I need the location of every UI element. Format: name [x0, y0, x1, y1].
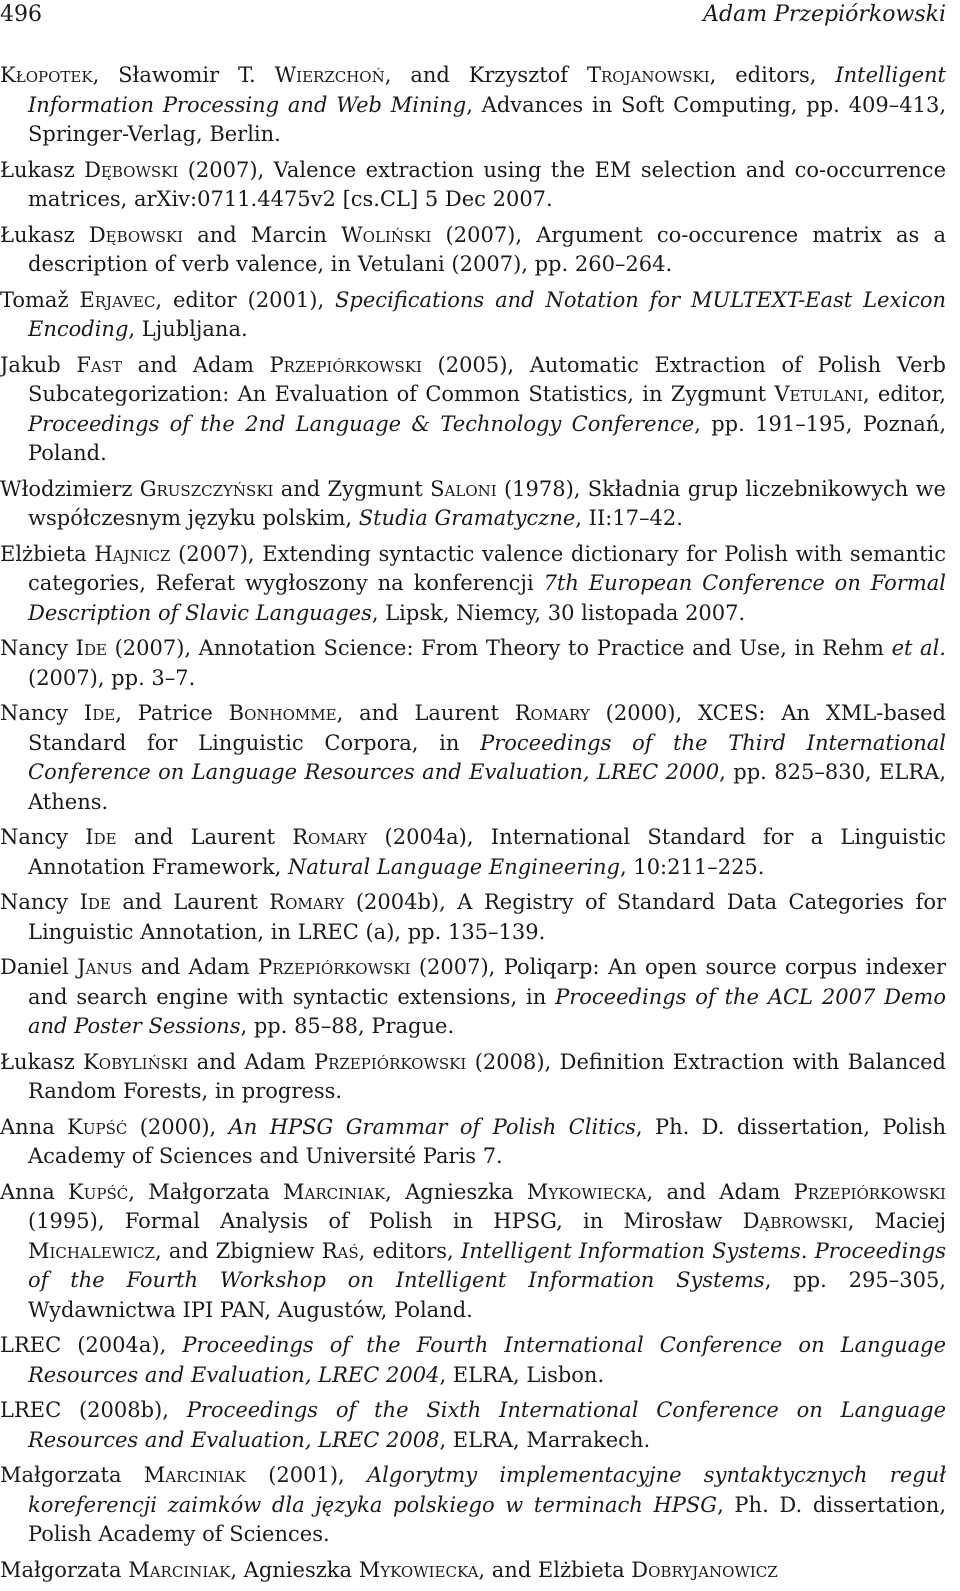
- reference-entry: Nancy Ide and Laurent Romary (2004b), A Registry of Standard Data Categories for Linguistic Annotation, in LREC (a), pp. 135–139.: [0, 890, 946, 944]
- reference-title: 7th European Conference on Formal Description of Slavic Languages: [28, 571, 947, 625]
- reference-title: Proceedings of the Third International Conference on Language Resources and Evaluation, LREC 2000: [28, 730, 946, 784]
- reference-entry: Małgorzata Marciniak (2001), Algorytmy implementacyjne syntaktycznych reguł koreferencji zaimków dla języka polskiego w terminach HPSG, Ph. D. dissertation, Polish Academy of Sciences.: [0, 1463, 946, 1546]
- author-surname: Michalewicz: [28, 1238, 155, 1263]
- reference-entry: Łukasz Dębowski and Marcin Woliński (2007), Argument co-occurence matrix as a description of verb valence, in Vetulani (2007), pp. 260–264.: [0, 222, 946, 276]
- author-surname: Dębowski: [84, 157, 179, 182]
- reference-entry: Włodzimierz Gruszczyński and Zygmunt Saloni (1978), Składnia grup liczebnikowych we współczesnym języku polskim, Studia Gramatyczne, II:17–42.: [0, 476, 946, 530]
- reference-title: Proceedings of the 2nd Language & Technology Conference: [28, 411, 695, 436]
- author-surname: Vetulani: [774, 382, 863, 406]
- reference-title: Intelligent Information Systems. Proceedings of the Fourth Workshop on Intelligent Information Systems: [28, 1238, 946, 1292]
- author-surname: Woliński: [341, 222, 432, 247]
- author-surname: Przepiórkowski: [793, 1179, 946, 1204]
- reference-entry: Łukasz Kobyliński and Adam Przepiórkowski (2008), Definition Extraction with Balanced Random Forests, in progress.: [0, 1049, 946, 1103]
- author-surname: Janus: [77, 955, 133, 979]
- reference-title: Intelligent Information Processing and Web Mining: [28, 63, 946, 117]
- reference-entry: Elżbieta Hajnicz (2007), Extending syntactic valence dictionary for Polish with semantic categories, Referat wygłoszony na konferencji 7th European Conference on Formal Description of Slavic Languages, Lipsk, Niemcy, 30 listopada 2007.: [0, 541, 947, 625]
- author-surname: Kupść: [68, 1179, 129, 1204]
- author-surname: Wierzchoń: [274, 63, 385, 87]
- reference-entry: Nancy Ide and Laurent Romary (2004a), International Standard for a Linguistic Annotation Framework, Natural Language Engineering, 10:211–225.: [0, 825, 946, 879]
- author-surname: Przepiórkowski: [269, 352, 422, 377]
- reference-title: Proceedings of the Sixth International Conference on Language Resources and Evaluation, LREC 2008: [28, 1398, 946, 1452]
- author-surname: Romary: [292, 825, 368, 849]
- reference-title: Specifications and Notation for MULTEXT-East Lexicon Encoding: [28, 287, 946, 341]
- author-surname: Dąbrowski: [742, 1209, 848, 1233]
- reference-title: Algorytmy implementacyjne syntaktycznych reguł koreferencji zaimków dla języka polskiego w terminach HPSG: [28, 1463, 946, 1517]
- reference-entry: Jakub Fast and Adam Przepiórkowski (2005), Automatic Extraction of Polish Verb Subcategorization: An Evaluation of Common Statistics, in Zygmunt Vetulani, editor, Proceedings of the 2nd Language & Technology Conference, pp. 191–195, Poznań, Poland.: [0, 352, 947, 465]
- author-surname: Hajnicz: [94, 541, 171, 566]
- reference-entry: Nancy Ide (2007), Annotation Science: From Theory to Practice and Use, in Rehm et al. (2007), pp. 3–7.: [0, 636, 946, 690]
- reference-title: Studia Gramatyczne: [358, 506, 576, 530]
- author-surname: Saloni: [430, 476, 497, 501]
- page-header: [0, 0, 946, 30]
- reference-entry: LREC (2008b), Proceedings of the Sixth International Conference on Language Resources and Evaluation, LREC 2008, ELRA, Marrakech.: [0, 1398, 946, 1452]
- author-surname: Erjavec: [79, 287, 156, 312]
- reference-title: Proceedings of the ACL 2007 Demo and Poster Sessions: [28, 984, 946, 1038]
- running-head: Adam Przepiórkowski: [703, 2, 946, 27]
- author-surname: Przepiórkowski: [313, 1049, 467, 1074]
- author-surname: Gruszczyński: [139, 476, 274, 501]
- reference-entry: Anna Kupść, Małgorzata Marciniak, Agnieszka Mykowiecka, and Adam Przepiórkowski (1995), Formal Analysis of Polish in HPSG, in Mirosław Dąbrowski, Maciej Michalewicz, and Zbigniew Raś, editors, Intelligent Information Systems. Proceedings of the Fourth Workshop on Intelligent Information Systems, pp. 295–305, Wydawnictwa IPI PAN, Augustów, Poland.: [0, 1179, 946, 1322]
- author-surname: Fast: [76, 352, 122, 377]
- reference-entry: Kłopotek, Sławomir T. Wierzchoń, and Krzysztof Trojanowski, editors, Intelligent Information Processing and Web Mining, Advances in Soft Computing, pp. 409–413, Springer-Verlag, Berlin.: [0, 63, 946, 146]
- author-surname: Przepiórkowski: [258, 955, 411, 979]
- reference-entry: Daniel Janus and Adam Przepiórkowski (2007), Poliqarp: An open source corpus indexer and search engine with syntactic extensions, in Proceedings of the ACL 2007 Demo and Poster Sessions, pp. 85–88, Prague.: [0, 955, 946, 1038]
- author-surname: Kobyliński: [83, 1049, 189, 1074]
- author-surname: Dębowski: [88, 222, 184, 247]
- author-surname: Marciniak: [283, 1179, 386, 1204]
- author-surname: Bonhomme: [228, 701, 337, 725]
- reference-title: Proceedings of the Fourth International Conference on Language Resources and Evaluation, LREC 2004: [28, 1333, 947, 1387]
- author-surname: Marciniak: [143, 1463, 246, 1487]
- reference-entry: Łukasz Dębowski (2007), Valence extraction using the EM selection and co-occurrence matrices, arXiv:0711.4475v2 [cs.CL] 5 Dec 2007.: [0, 157, 946, 211]
- author-surname: Ide: [83, 701, 116, 725]
- reference-title: et al.: [891, 636, 946, 660]
- author-surname: Romary: [514, 701, 590, 725]
- reference-entry: Anna Kupść (2000), An HPSG Grammar of Polish Clitics, Ph. D. dissertation, Polish Academy of Sciences and Université Paris 7.: [0, 1114, 947, 1168]
- reference-entry: Nancy Ide, Patrice Bonhomme, and Laurent Romary (2000), XCES: An XML-based Standard for Linguistic Corpora, in Proceedings of the Third International Conference on Language Resources and Evaluation, LREC 2000, pp. 825–830, ELRA, Athens.: [0, 701, 946, 814]
- reference-entry: Małgorzata Marciniak, Agnieszka Mykowiecka, and Elżbieta Dobryjanowicz: [0, 1557, 778, 1582]
- author-surname: Kłopotek: [0, 63, 93, 87]
- author-surname: Marciniak: [128, 1557, 231, 1582]
- author-surname: Romary: [269, 890, 345, 914]
- author-surname: Mykowiecka: [526, 1179, 647, 1204]
- reference-entry: Tomaž Erjavec, editor (2001), Specifications and Notation for MULTEXT-East Lexicon Encoding, Ljubljana.: [0, 287, 946, 341]
- reference-entry: LREC (2004a), Proceedings of the Fourth International Conference on Language Resources and Evaluation, LREC 2004, ELRA, Lisbon.: [0, 1333, 947, 1387]
- reference-title: Natural Language Engineering: [288, 854, 620, 879]
- reference-title: An HPSG Grammar of Polish Clitics: [228, 1114, 636, 1139]
- author-surname: Mykowiecka: [358, 1557, 479, 1582]
- author-surname: Ide: [75, 636, 107, 660]
- author-surname: Dobryjanowicz: [631, 1557, 778, 1582]
- author-surname: Raś: [321, 1238, 359, 1263]
- page-number: 496: [0, 2, 42, 27]
- author-surname: Ide: [85, 825, 117, 849]
- author-surname: Trojanowski: [586, 63, 710, 87]
- bibliography-list: [0, 61, 946, 1591]
- author-surname: Kupść: [67, 1114, 128, 1139]
- author-surname: Ide: [79, 890, 111, 914]
